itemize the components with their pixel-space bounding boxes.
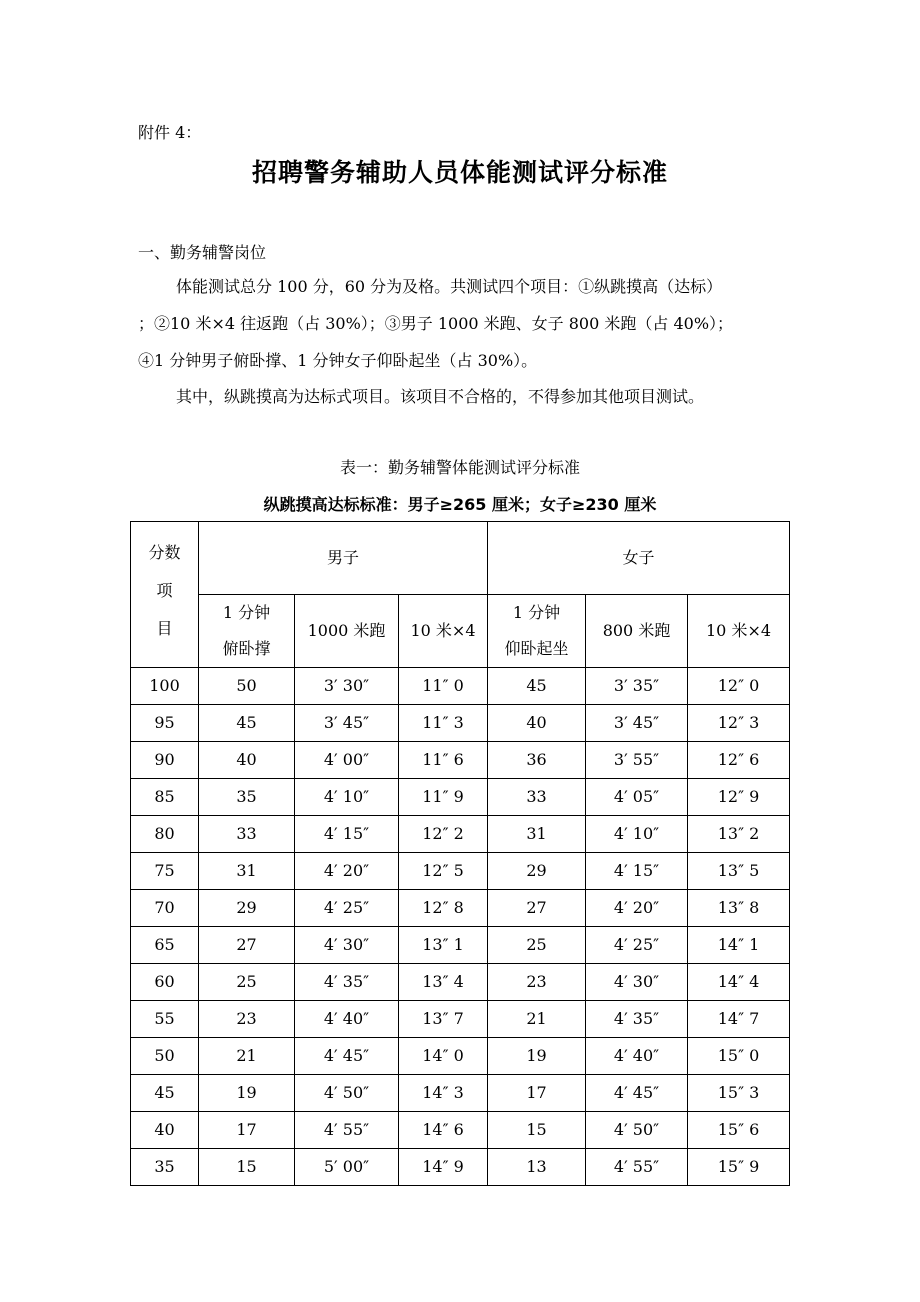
table-row — [131, 1149, 790, 1186]
run-800m-cell: 4′ 05″ — [586, 779, 688, 816]
pushup-cell: 19 — [199, 1075, 295, 1112]
pushup-cell: 15 — [199, 1149, 295, 1186]
pushup-cell: 33 — [199, 816, 295, 853]
situp-header-line2: 仰卧起坐 — [504, 639, 569, 658]
situp-cell: 31 — [488, 816, 586, 853]
shuttle-female-cell: 15″ 3 — [688, 1075, 790, 1112]
score-cell: 70 — [131, 890, 199, 927]
shuttle-female-cell: 15″ 6 — [688, 1112, 790, 1149]
intro-line-3: ④1 分钟男子俯卧撑、1 分钟女子仰卧起坐（占 30%）。 — [138, 351, 538, 370]
table-row — [131, 668, 790, 705]
table-row — [131, 1038, 790, 1075]
run-800m-cell: 4′ 40″ — [586, 1038, 688, 1075]
situp-cell: 19 — [488, 1038, 586, 1075]
run-800m-cell: 3′ 45″ — [586, 705, 688, 742]
pushup-header-line1: 1 分钟 — [222, 603, 271, 622]
situp-header — [488, 595, 586, 668]
shuttle-female-header: 10 米×4 — [688, 595, 790, 668]
score-cell: 65 — [131, 927, 199, 964]
run-800m-cell: 3′ 55″ — [586, 742, 688, 779]
table-row — [131, 779, 790, 816]
shuttle-female-cell: 14″ 7 — [688, 1001, 790, 1038]
shuttle-male-header: 10 米×4 — [399, 595, 488, 668]
situp-header-line1: 1 分钟 — [512, 603, 561, 622]
run-800m-cell: 4′ 35″ — [586, 1001, 688, 1038]
pushup-header — [199, 595, 295, 668]
table-row — [131, 705, 790, 742]
shuttle-male-cell: 14″ 3 — [399, 1075, 488, 1112]
run-1000m-cell: 3′ 30″ — [295, 668, 399, 705]
shuttle-male-cell: 14″ 9 — [399, 1149, 488, 1186]
shuttle-female-cell: 14″ 1 — [688, 927, 790, 964]
score-cell: 90 — [131, 742, 199, 779]
pushup-cell: 50 — [199, 668, 295, 705]
header-row-groups — [131, 522, 790, 595]
score-cell: 80 — [131, 816, 199, 853]
score-cell: 35 — [131, 1149, 199, 1186]
intro-paragraph — [138, 268, 788, 379]
run-800m-cell: 4′ 20″ — [586, 890, 688, 927]
pushup-cell: 45 — [199, 705, 295, 742]
shuttle-female-cell: 12″ 9 — [688, 779, 790, 816]
score-cell: 50 — [131, 1038, 199, 1075]
run-1000m-cell: 4′ 50″ — [295, 1075, 399, 1112]
table-row — [131, 1001, 790, 1038]
shuttle-female-cell: 14″ 4 — [688, 964, 790, 1001]
run-800m-cell: 4′ 10″ — [586, 816, 688, 853]
table-row — [131, 1112, 790, 1149]
situp-cell: 15 — [488, 1112, 586, 1149]
table-caption: 表一：勤务辅警体能测试评分标准 — [339, 458, 580, 477]
shuttle-female-cell: 15″ 9 — [688, 1149, 790, 1186]
pushup-cell: 40 — [199, 742, 295, 779]
run-1000m-cell: 4′ 40″ — [295, 1001, 399, 1038]
document-title: 招聘警务辅助人员体能测试评分标准 — [251, 158, 668, 187]
situp-cell: 40 — [488, 705, 586, 742]
shuttle-female-cell: 13″ 8 — [688, 890, 790, 927]
shuttle-male-cell: 14″ 0 — [399, 1038, 488, 1075]
table-row — [131, 816, 790, 853]
pushup-cell: 17 — [199, 1112, 295, 1149]
run-800m-cell: 4′ 50″ — [586, 1112, 688, 1149]
pushup-cell: 21 — [199, 1038, 295, 1075]
pushup-header-line2: 俯卧撑 — [222, 639, 271, 658]
shuttle-male-cell: 13″ 4 — [399, 964, 488, 1001]
score-cell: 85 — [131, 779, 199, 816]
run-1000m-header: 1000 米跑 — [295, 595, 399, 668]
header-row-items — [131, 595, 790, 668]
shuttle-male-cell: 14″ 6 — [399, 1112, 488, 1149]
run-800m-cell: 3′ 35″ — [586, 668, 688, 705]
run-800m-cell: 4′ 25″ — [586, 927, 688, 964]
run-800m-header: 800 米跑 — [586, 595, 688, 668]
situp-cell: 29 — [488, 853, 586, 890]
run-800m-cell: 4′ 45″ — [586, 1075, 688, 1112]
corner-item-label-1: 项 — [156, 581, 173, 600]
score-cell: 100 — [131, 668, 199, 705]
pushup-cell: 25 — [199, 964, 295, 1001]
attachment-label: 附件 4： — [138, 123, 202, 142]
table-row — [131, 853, 790, 890]
run-1000m-cell: 3′ 45″ — [295, 705, 399, 742]
score-cell: 55 — [131, 1001, 199, 1038]
score-table-body — [131, 668, 790, 1186]
table-subtitle: 纵跳摸高达标标准：男子≥265 厘米；女子≥230 厘米 — [263, 495, 657, 514]
run-1000m-cell: 4′ 00″ — [295, 742, 399, 779]
score-table — [130, 521, 790, 1186]
shuttle-female-cell: 13″ 5 — [688, 853, 790, 890]
run-1000m-cell: 4′ 25″ — [295, 890, 399, 927]
shuttle-female-cell: 12″ 3 — [688, 705, 790, 742]
run-1000m-cell: 4′ 55″ — [295, 1112, 399, 1149]
pushup-cell: 35 — [199, 779, 295, 816]
run-1000m-cell: 4′ 10″ — [295, 779, 399, 816]
shuttle-female-cell: 12″ 6 — [688, 742, 790, 779]
score-cell: 95 — [131, 705, 199, 742]
shuttle-male-cell: 11″ 9 — [399, 779, 488, 816]
section-heading: 一、勤务辅警岗位 — [138, 243, 267, 262]
shuttle-male-cell: 13″ 7 — [399, 1001, 488, 1038]
shuttle-female-cell: 12″ 0 — [688, 668, 790, 705]
table-row — [131, 890, 790, 927]
situp-cell: 21 — [488, 1001, 586, 1038]
run-1000m-cell: 4′ 35″ — [295, 964, 399, 1001]
score-cell: 75 — [131, 853, 199, 890]
table-row — [131, 1075, 790, 1112]
corner-score-label: 分数 — [148, 543, 181, 562]
run-1000m-cell: 4′ 15″ — [295, 816, 399, 853]
situp-cell: 33 — [488, 779, 586, 816]
note-line: 其中，纵跳摸高为达标式项目。该项目不合格的，不得参加其他项目测试。 — [176, 387, 705, 406]
shuttle-male-cell: 12″ 8 — [399, 890, 488, 927]
intro-line-2: ；②10 米×4 往返跑（占 30%）；③男子 1000 米跑、女子 800 米跑（占 40%）； — [138, 314, 734, 333]
intro-line-1: 体能测试总分 100 分，60 分为及格。共测试四个项目：①纵跳摸高（达标） — [176, 277, 723, 296]
shuttle-female-cell: 13″ 2 — [688, 816, 790, 853]
run-800m-cell: 4′ 15″ — [586, 853, 688, 890]
run-1000m-cell: 5′ 00″ — [295, 1149, 399, 1186]
table-row — [131, 964, 790, 1001]
situp-cell: 36 — [488, 742, 586, 779]
shuttle-male-cell: 12″ 2 — [399, 816, 488, 853]
run-1000m-cell: 4′ 45″ — [295, 1038, 399, 1075]
run-1000m-cell: 4′ 20″ — [295, 853, 399, 890]
pushup-cell: 29 — [199, 890, 295, 927]
situp-cell: 13 — [488, 1149, 586, 1186]
situp-cell: 27 — [488, 890, 586, 927]
table-row — [131, 927, 790, 964]
situp-cell: 17 — [488, 1075, 586, 1112]
score-cell: 60 — [131, 964, 199, 1001]
shuttle-male-cell: 13″ 1 — [399, 927, 488, 964]
run-1000m-cell: 4′ 30″ — [295, 927, 399, 964]
shuttle-male-cell: 11″ 3 — [399, 705, 488, 742]
table-row — [131, 742, 790, 779]
situp-cell: 45 — [488, 668, 586, 705]
pushup-cell: 23 — [199, 1001, 295, 1038]
corner-header-cell — [131, 522, 199, 668]
female-group-header: 女子 — [488, 522, 790, 595]
corner-item-label-2: 目 — [156, 619, 173, 638]
shuttle-female-cell: 15″ 0 — [688, 1038, 790, 1075]
shuttle-male-cell: 11″ 6 — [399, 742, 488, 779]
shuttle-male-cell: 12″ 5 — [399, 853, 488, 890]
shuttle-male-cell: 11″ 0 — [399, 668, 488, 705]
situp-cell: 25 — [488, 927, 586, 964]
score-cell: 45 — [131, 1075, 199, 1112]
run-800m-cell: 4′ 55″ — [586, 1149, 688, 1186]
score-cell: 40 — [131, 1112, 199, 1149]
pushup-cell: 31 — [199, 853, 295, 890]
male-group-header: 男子 — [199, 522, 488, 595]
note-paragraph — [138, 378, 788, 415]
situp-cell: 23 — [488, 964, 586, 1001]
pushup-cell: 27 — [199, 927, 295, 964]
run-800m-cell: 4′ 30″ — [586, 964, 688, 1001]
